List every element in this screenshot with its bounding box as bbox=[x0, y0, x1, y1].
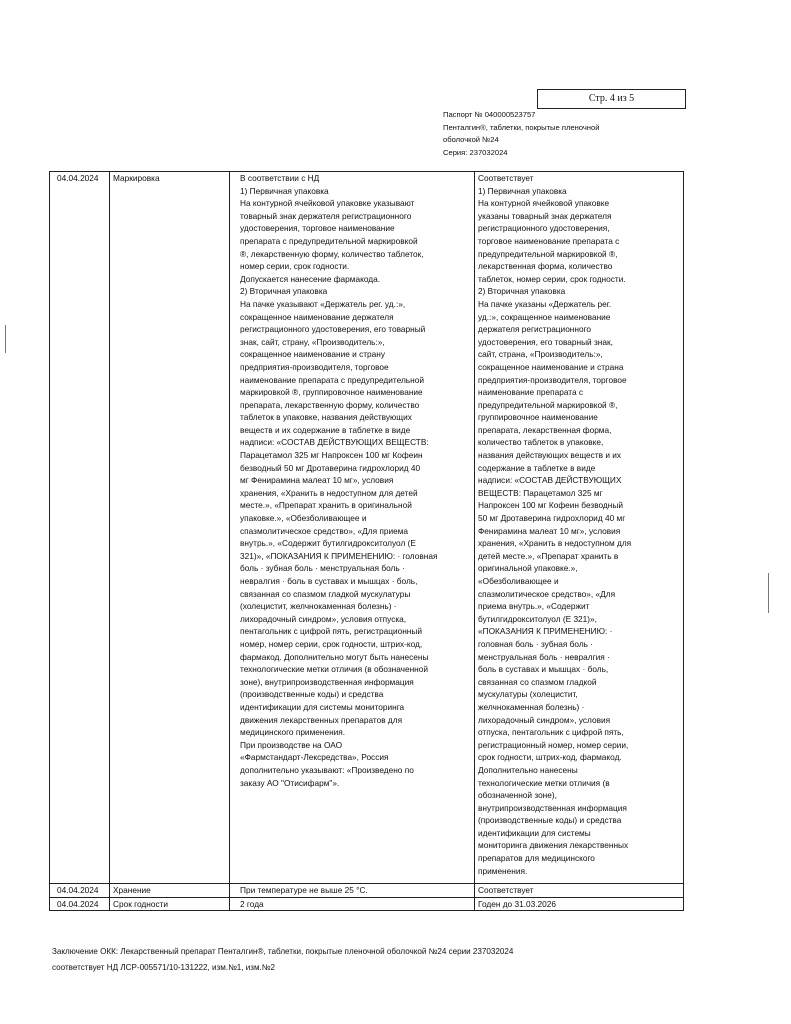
result-line: Фенирамина малеат 10 мг», условия bbox=[478, 525, 621, 536]
result-line: надписи: «СОСТАВ ДЕЙСТВУЮЩИХ bbox=[478, 475, 622, 486]
requirement-line: маркировкой ®, группировочное наименование bbox=[240, 387, 423, 398]
result-line: детей месте.», «Препарат хранить в bbox=[478, 550, 619, 561]
result-line: спазмолитическое средство», «Для bbox=[478, 588, 616, 599]
requirement-line: На пачке указывают «Держатель рег. уд.:», bbox=[240, 298, 406, 309]
requirement-line: дополнительно указывают: «Произведено по bbox=[240, 764, 414, 775]
requirement-line: спазмолитическое средство», «Для приема bbox=[240, 525, 409, 536]
result-line: (производственные коды) и средства bbox=[478, 815, 622, 826]
requirement-line: препарата, лекарственную форму, количество bbox=[240, 399, 420, 410]
result-line: лекарственная форма, количество bbox=[478, 261, 613, 272]
table-row bbox=[50, 897, 684, 911]
passport-number: Паспорт № 040000523757 bbox=[443, 110, 536, 119]
requirement-line: медицинского применения. bbox=[240, 727, 346, 738]
result-line: предупредительной маркировкой ®, bbox=[478, 248, 618, 259]
result-line: названия действующих веществ и их bbox=[478, 450, 622, 461]
requirement-line: идентификации для системы мониторинга bbox=[240, 701, 405, 712]
requirement-line: заказу АО "Отисифарм"». bbox=[240, 777, 340, 788]
date-cell: 04.04.2024 bbox=[50, 172, 110, 884]
requirement-line: упаковке.», «Обезболивающее и bbox=[240, 513, 367, 524]
requirement-line: пентагольник с цифрой пять, регистрационный bbox=[240, 626, 422, 637]
conclusion bbox=[52, 944, 692, 976]
requirement-line: надписи: «СОСТАВ ДЕЙСТВУЮЩИХ ВЕЩЕСТВ: bbox=[240, 437, 429, 448]
result-line: оригинальной упаковке.», bbox=[478, 563, 578, 574]
result-line: срок годности, штрих-код, фармакод. bbox=[478, 752, 622, 763]
result-line: применения. bbox=[478, 865, 528, 876]
result-line: бутилгидрокситолуол (Е 321)», bbox=[478, 613, 597, 624]
requirement-line: наименование препарата с предупредительной bbox=[240, 374, 424, 385]
result-line: 1) Первичная упаковка bbox=[478, 185, 567, 196]
requirement-line: препарата с предупредительной маркировкой bbox=[240, 235, 418, 246]
result-cell bbox=[475, 172, 684, 884]
requirement-line: При температуре не выше 25 °С. bbox=[240, 885, 368, 896]
result-line: головная боль · зубная боль · bbox=[478, 638, 594, 649]
product-name-line1: Пенталгин®, таблетки, покрытые пленочной bbox=[443, 122, 600, 132]
indicator-cell: Хранение bbox=[110, 884, 230, 898]
requirement-line: невралгия · боль в суставах и мышцах · боль, bbox=[240, 576, 418, 586]
result-line: регистрационный номер, номер серии, bbox=[478, 739, 629, 750]
table-row bbox=[50, 884, 684, 898]
result-line: препаратов для медицинского bbox=[478, 853, 595, 864]
requirement-line: номер, номер серии, срок годности, штрих-код, bbox=[240, 638, 423, 649]
result-line: Соответствует bbox=[478, 173, 534, 183]
conclusion-line-2: соответствует НД ЛСР-005571/10-131222, изм.№1, изм.№2 bbox=[52, 963, 275, 972]
requirement-line: лихорадочный синдром», условия отпуска, bbox=[240, 613, 407, 624]
result-line: отпуска, пентагольник с цифрой пять, bbox=[478, 727, 624, 738]
result-line: держателя регистрационного bbox=[478, 324, 592, 335]
requirement-line: 1) Первичная упаковка bbox=[240, 185, 329, 196]
requirement-line: (холецистит, желчнокаменная болезнь) · bbox=[240, 601, 397, 612]
result-line: На контурной ячейковой упаковке bbox=[478, 198, 610, 209]
result-cell bbox=[475, 884, 684, 898]
requirement-line: «Фармстандарт-Лексредства», Россия bbox=[240, 752, 389, 763]
result-line: «ПОКАЗАНИЯ К ПРИМЕНЕНИЮ: · bbox=[478, 626, 613, 637]
document-header bbox=[443, 109, 663, 159]
requirement-line: (производственные коды) и средства bbox=[240, 689, 384, 700]
quality-control-table bbox=[49, 171, 684, 911]
result-line: «Обезболивающее и bbox=[478, 576, 559, 586]
requirement-line: связанная со спазмом гладкой мускулатуры bbox=[240, 588, 411, 599]
requirement-line: номер серии, срок годности. bbox=[240, 261, 350, 272]
requirement-line: сокращенное наименование и страну bbox=[240, 349, 386, 360]
requirement-line: месте.», «Препарат хранить в оригинальной bbox=[240, 500, 412, 511]
conclusion-line-1: Заключение ОКК: Лекарственный препарат Пенталгин®, таблетки, покрытые пленочной оболочкой №24 серии 237032024 bbox=[52, 947, 514, 956]
requirement-line: удостоверения, торговое наименование bbox=[240, 223, 395, 234]
series-number: Серия: 237032024 bbox=[443, 147, 508, 157]
requirement-line: хранения, «Хранить в недоступном для детей bbox=[240, 487, 418, 498]
requirement-line: ®, лекарственную форму, количество таблеток, bbox=[240, 248, 424, 259]
requirement-line: 2 года bbox=[240, 898, 264, 909]
requirement-line: таблеток в упаковке, названия действующих bbox=[240, 412, 412, 423]
requirement-line: веществ и их содержание в таблетке в виде bbox=[240, 424, 411, 435]
scan-margin-mark-right bbox=[768, 573, 769, 613]
requirement-line: зоне), внутрипроизводственная информация bbox=[240, 676, 414, 687]
result-line: группировочное наименование bbox=[478, 412, 598, 423]
result-line: мускулатуры (холецистит, bbox=[478, 689, 578, 700]
result-line: 50 мг Дротаверина гидрохлорид 40 мг bbox=[478, 513, 626, 524]
scan-margin-mark-left bbox=[5, 325, 6, 353]
result-line: уд.:», сокращенное наименование bbox=[478, 311, 611, 322]
product-name-line2: оболочкой №24 bbox=[443, 135, 499, 144]
result-line: На пачке указаны «Держатель рег. bbox=[478, 298, 612, 309]
requirement-line: товарный знак держателя регистрационного bbox=[240, 210, 412, 221]
result-line: торговое наименование препарата с bbox=[478, 235, 620, 246]
result-line: обозначенной зоне), bbox=[478, 790, 557, 801]
requirement-line: Парацетамол 325 мг Напроксен 100 мг Кофеин bbox=[240, 450, 423, 461]
requirement-cell bbox=[230, 172, 475, 884]
result-line: 2) Вторичная упаковка bbox=[478, 286, 566, 297]
result-line: лихорадочный синдром», условия bbox=[478, 714, 611, 725]
result-line: внутрипроизводственная информация bbox=[478, 802, 627, 813]
result-line: хранения, «Хранить в недоступном для bbox=[478, 538, 632, 549]
result-line: ВЕЩЕСТВ: Парацетамол 325 мг bbox=[478, 487, 603, 498]
requirement-line: 2) Вторичная упаковка bbox=[240, 286, 328, 297]
requirement-line: В соответствии с НД bbox=[240, 173, 320, 183]
requirement-line: При производстве на ОАО bbox=[240, 739, 343, 750]
result-line: содержание в таблетке в виде bbox=[478, 462, 596, 473]
result-line: Дополнительно нанесены bbox=[478, 764, 578, 775]
requirement-line: 321)», «ПОКАЗАНИЯ К ПРИМЕНЕНИЮ: · головная bbox=[240, 550, 438, 561]
indicator-cell: Срок годности bbox=[110, 897, 230, 911]
result-line: желчнокаменная болезнь) · bbox=[478, 701, 585, 712]
date-cell: 04.04.2024 bbox=[50, 897, 110, 911]
result-line: Годен до 31.03.2026 bbox=[478, 898, 556, 909]
result-line: технологические метки отличия (в bbox=[478, 777, 610, 788]
table-row bbox=[50, 172, 684, 884]
requirement-line: безводный 50 мг Дротаверина гидрохлорид 40 bbox=[240, 462, 421, 473]
page-number: Стр. 4 из 5 bbox=[588, 93, 635, 104]
result-line: указаны товарный знак держателя bbox=[478, 210, 612, 221]
result-line: наименование препарата с bbox=[478, 387, 584, 398]
requirement-line: предприятия-производителя, торговое bbox=[240, 361, 389, 372]
result-line: сокращенное наименование и страна bbox=[478, 361, 624, 372]
page-number-box bbox=[537, 89, 686, 109]
requirement-line: регистрационного удостоверения, его товарный bbox=[240, 324, 426, 335]
requirement-line: На контурной ячейковой упаковке указывают bbox=[240, 198, 415, 209]
result-line: связанная со спазмом гладкой bbox=[478, 676, 597, 687]
requirement-line: мг Фенирамина малеат 10 мг», условия bbox=[240, 475, 394, 486]
result-line: Напроксен 100 мг Кофеин безводный bbox=[478, 500, 623, 511]
indicator-cell: Маркировка bbox=[110, 172, 230, 884]
result-line: удостоверения, его товарный знак, bbox=[478, 336, 613, 347]
result-line: приема внутрь.», «Содержит bbox=[478, 601, 590, 612]
requirement-line: фармакод. Дополнительно могут быть нанесены bbox=[240, 651, 429, 662]
result-line: сайт, страна, «Производитель:», bbox=[478, 349, 603, 360]
requirement-line: знак, сайт, страну, «Производитель:», bbox=[240, 336, 385, 347]
result-line: Соответствует bbox=[478, 885, 534, 896]
requirement-line: боль · зубная боль · менструальная боль · bbox=[240, 563, 405, 574]
result-line: таблеток, номер серии, срок годности. bbox=[478, 273, 626, 284]
result-line: препарата, лекарственная форма, bbox=[478, 424, 612, 435]
result-line: боль в суставах и мышцах · боль, bbox=[478, 664, 609, 675]
result-line: предприятия-производителя, торговое bbox=[478, 374, 627, 385]
result-line: мониторинга движения лекарственных bbox=[478, 840, 629, 851]
requirement-line: технологические метки отличия (в обозначенной bbox=[240, 664, 429, 675]
result-cell bbox=[475, 897, 684, 911]
result-line: менструальная боль · невралгия · bbox=[478, 651, 610, 662]
result-line: идентификации для системы bbox=[478, 827, 591, 838]
requirement-line: Допускается нанесение фармакода. bbox=[240, 273, 381, 284]
requirement-line: внутрь.», «Содержит бутилгидрокситолуол (Е bbox=[240, 538, 416, 549]
result-line: количество таблеток в упаковке, bbox=[478, 437, 604, 448]
requirement-line: сокращенное наименование держателя bbox=[240, 311, 394, 322]
date-cell: 04.04.2024 bbox=[50, 884, 110, 898]
requirement-line: движения лекарственных препаратов для bbox=[240, 714, 403, 725]
result-line: регистрационного удостоверения, bbox=[478, 223, 610, 234]
requirement-cell bbox=[230, 884, 475, 898]
result-line: предупредительной маркировкой ®, bbox=[478, 399, 618, 410]
requirement-cell bbox=[230, 897, 475, 911]
